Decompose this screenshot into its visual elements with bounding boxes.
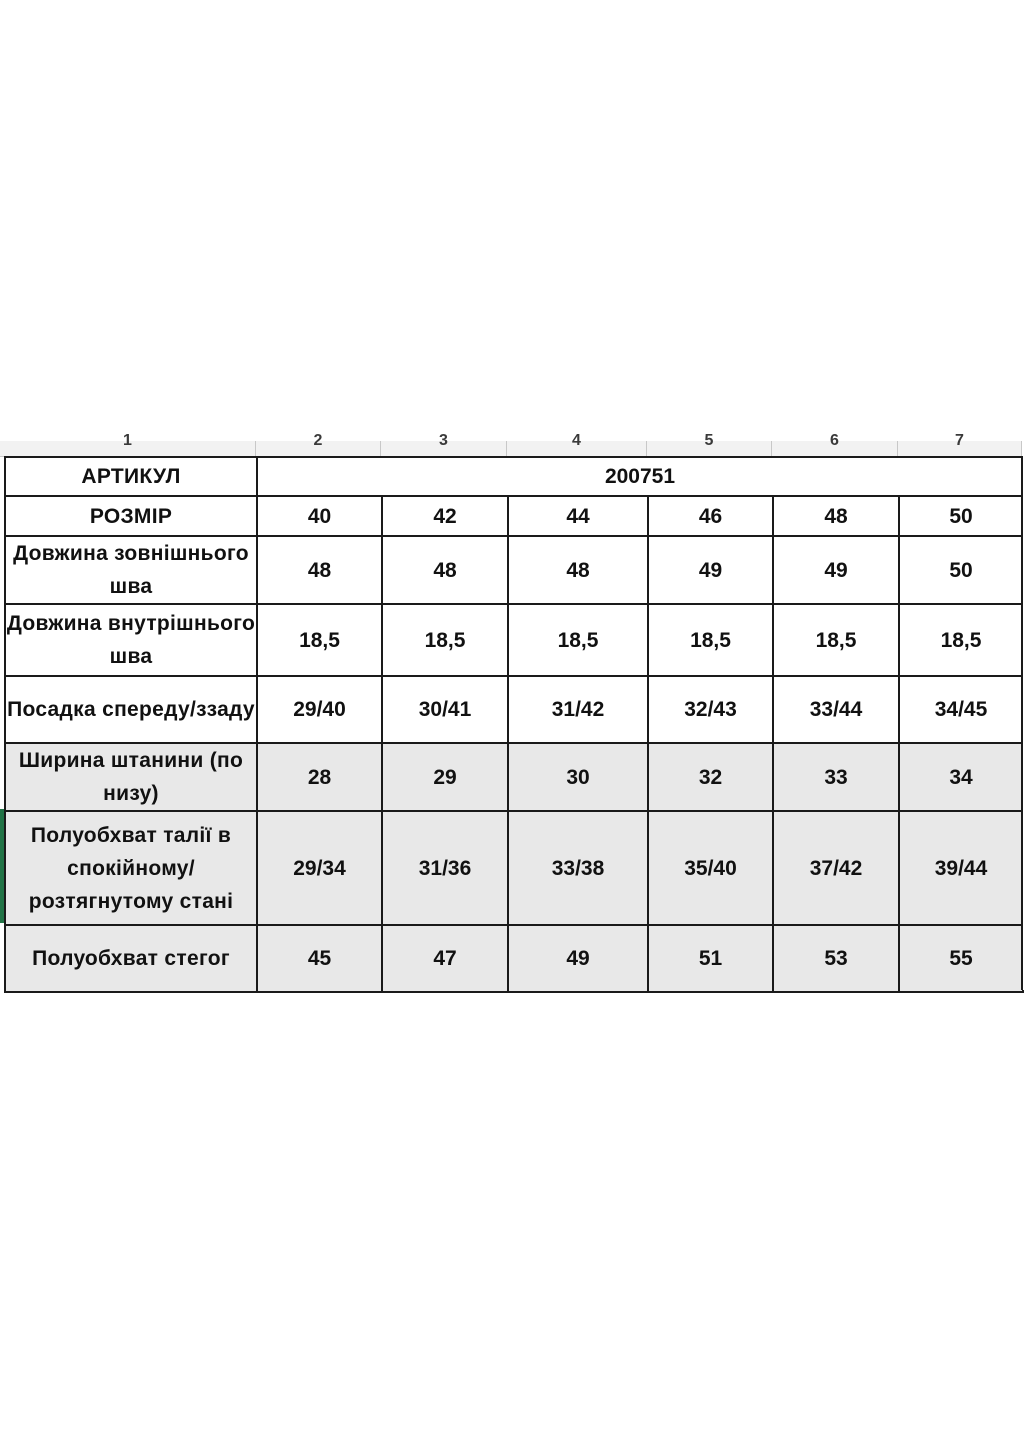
table-row [5, 604, 1023, 676]
value-cell[interactable]: 49 [508, 925, 648, 992]
row-label[interactable]: Полуобхват стегог [5, 925, 257, 992]
value-cell[interactable]: 49 [773, 536, 899, 604]
table-row [5, 743, 1023, 811]
value-cell[interactable]: 33/44 [773, 676, 899, 743]
value-cell[interactable]: 32 [648, 743, 773, 811]
row-label[interactable]: Посадка спереду/ззаду [5, 676, 257, 743]
value-cell[interactable]: 39/44 [899, 811, 1023, 925]
value-cell[interactable]: 33/38 [508, 811, 648, 925]
spreadsheet [0, 432, 1035, 997]
column-header-3[interactable]: 3 [381, 441, 507, 456]
table-row [5, 925, 1023, 992]
value-cell[interactable]: 55 [899, 925, 1023, 992]
value-cell[interactable]: 32/43 [648, 676, 773, 743]
value-cell[interactable]: 45 [257, 925, 382, 992]
value-cell[interactable]: 35/40 [648, 811, 773, 925]
row-label[interactable]: Довжина зовнішнього шва [5, 536, 257, 604]
value-cell[interactable]: 30 [508, 743, 648, 811]
article-label[interactable]: АРТИКУЛ [5, 457, 257, 496]
column-header-6[interactable]: 6 [772, 441, 898, 456]
value-cell[interactable]: 34 [899, 743, 1023, 811]
table-row [5, 676, 1023, 743]
right-edge-mask [1021, 456, 1035, 990]
value-cell[interactable]: 48 [257, 536, 382, 604]
value-cell[interactable]: 53 [773, 925, 899, 992]
table-row [5, 457, 1023, 496]
value-cell[interactable]: 30/41 [382, 676, 508, 743]
value-cell[interactable]: 18,5 [899, 604, 1023, 676]
row-label[interactable]: Ширина штанини (по низу) [5, 743, 257, 811]
column-header-strip [0, 432, 1022, 457]
table-row [5, 811, 1023, 925]
column-header-7[interactable]: 7 [898, 441, 1022, 456]
value-cell[interactable]: 50 [899, 536, 1023, 604]
value-cell[interactable]: 29 [382, 743, 508, 811]
value-cell[interactable]: 18,5 [382, 604, 508, 676]
value-cell[interactable]: 18,5 [508, 604, 648, 676]
right-border-line [1021, 456, 1023, 990]
size-cell[interactable]: 40 [257, 496, 382, 536]
value-cell[interactable]: 37/42 [773, 811, 899, 925]
size-cell[interactable]: 46 [648, 496, 773, 536]
size-cell[interactable]: 48 [773, 496, 899, 536]
row-label[interactable]: Полуобхват талії в спокійному/розтягнутому стані [5, 811, 257, 925]
value-cell[interactable]: 31/36 [382, 811, 508, 925]
value-cell[interactable]: 34/45 [899, 676, 1023, 743]
article-value[interactable]: 200751 [257, 457, 1023, 496]
column-header-1[interactable]: 1 [0, 441, 256, 456]
size-label[interactable]: РОЗМІР [5, 496, 257, 536]
value-cell[interactable]: 18,5 [648, 604, 773, 676]
size-chart-table [4, 456, 1024, 993]
value-cell[interactable]: 48 [382, 536, 508, 604]
value-cell[interactable]: 49 [648, 536, 773, 604]
table-row [5, 536, 1023, 604]
column-header-5[interactable]: 5 [647, 441, 772, 456]
value-cell[interactable]: 29/40 [257, 676, 382, 743]
value-cell[interactable]: 47 [382, 925, 508, 992]
value-cell[interactable]: 18,5 [773, 604, 899, 676]
size-cell[interactable]: 42 [382, 496, 508, 536]
column-header-2[interactable]: 2 [256, 441, 381, 456]
table-row [5, 496, 1023, 536]
value-cell[interactable]: 18,5 [257, 604, 382, 676]
value-cell[interactable]: 51 [648, 925, 773, 992]
value-cell[interactable]: 33 [773, 743, 899, 811]
value-cell[interactable]: 31/42 [508, 676, 648, 743]
value-cell[interactable]: 28 [257, 743, 382, 811]
size-cell[interactable]: 50 [899, 496, 1023, 536]
value-cell[interactable]: 29/34 [257, 811, 382, 925]
value-cell[interactable]: 48 [508, 536, 648, 604]
row-label[interactable]: Довжина внутрішнього шва [5, 604, 257, 676]
size-cell[interactable]: 44 [508, 496, 648, 536]
column-header-4[interactable]: 4 [507, 441, 647, 456]
